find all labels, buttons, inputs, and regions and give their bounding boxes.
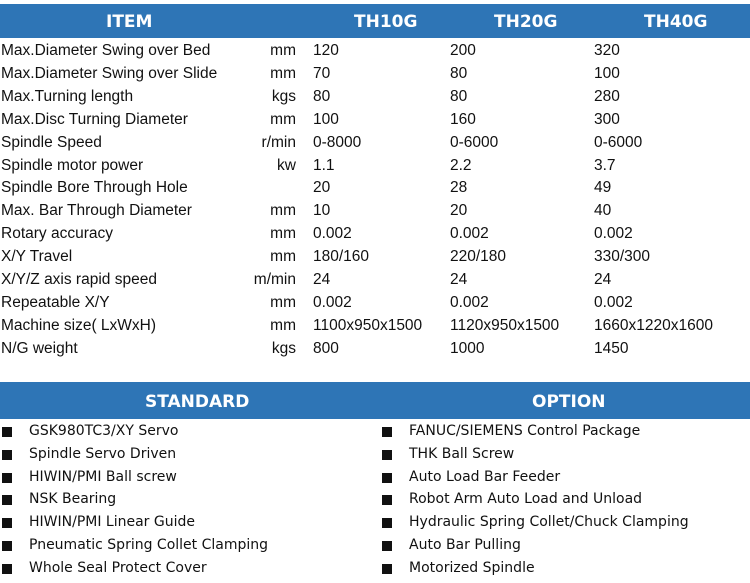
spec-name: Max. Bar Through Diameter — [1, 202, 192, 220]
spec-unit: mm — [270, 248, 296, 266]
standard-title: STANDARD — [145, 392, 250, 412]
spec-unit: kgs — [271, 87, 296, 105]
spec-name: Spindle Speed — [1, 133, 102, 151]
value-th40g: 24 — [594, 271, 612, 288]
value-th40g: 1660x1220x1600 — [594, 316, 713, 334]
option-feature-label: Robot Arm Auto Load and Unload — [409, 491, 643, 508]
spec-name: Rotary accuracy — [1, 225, 113, 243]
square-bullet-icon — [382, 450, 392, 460]
value-th20g: 1000 — [450, 339, 485, 357]
value-th20g: 24 — [450, 271, 468, 288]
value-th10g: 24 — [313, 271, 331, 288]
value-th20g: 220/180 — [450, 248, 507, 266]
value-th10g: 1100x950x1500 — [313, 316, 423, 334]
features-header — [0, 382, 750, 419]
square-bullet-icon — [2, 427, 12, 437]
square-bullet-icon — [2, 541, 12, 551]
value-th40g: 40 — [594, 202, 612, 220]
spec-name: Machine size( LxWxH) — [1, 316, 157, 334]
spec-unit: mm — [270, 110, 296, 128]
spec-unit: m/min — [253, 271, 296, 288]
square-bullet-icon — [382, 564, 392, 574]
spec-row — [0, 109, 750, 132]
option-feature-label: Auto Load Bar Feeder — [409, 468, 561, 485]
spec-table-header — [0, 4, 750, 38]
square-bullet-icon — [382, 427, 392, 437]
spec-unit: mm — [270, 202, 296, 220]
standard-feature-label: HIWIN/PMI Linear Guide — [29, 514, 195, 531]
spec-row — [0, 177, 750, 200]
value-th10g: 1.1 — [313, 156, 335, 174]
spec-row — [0, 315, 750, 338]
value-th10g: 120 — [313, 42, 339, 59]
standard-feature-label: Whole Seal Protect Cover — [29, 559, 207, 576]
spec-unit: mm — [270, 42, 296, 59]
value-th40g: 330/300 — [594, 248, 651, 266]
spec-row — [0, 223, 750, 246]
option-feature-label: THK Ball Screw — [409, 445, 515, 462]
spec-name: X/Y/Z axis rapid speed — [1, 271, 157, 288]
value-th10g: 100 — [313, 110, 339, 128]
square-bullet-icon — [2, 450, 12, 460]
spec-row — [0, 132, 750, 155]
square-bullet-icon — [2, 495, 12, 505]
value-th20g: 200 — [450, 42, 476, 59]
square-bullet-icon — [382, 473, 392, 483]
value-th40g: 3.7 — [594, 156, 616, 174]
value-th20g: 0.002 — [450, 225, 489, 243]
spec-row — [0, 292, 750, 315]
spec-row — [0, 155, 750, 178]
value-th20g: 80 — [450, 87, 468, 105]
value-th20g: 2.2 — [450, 156, 472, 174]
option-feature-label: Hydraulic Spring Collet/Chuck Clamping — [409, 514, 689, 531]
spec-unit: mm — [270, 64, 296, 82]
spec-unit: kw — [277, 156, 296, 174]
spec-name: Spindle Bore Through Hole — [1, 179, 188, 197]
value-th20g: 20 — [450, 202, 468, 220]
value-th40g: 100 — [594, 64, 620, 82]
value-th20g: 28 — [450, 179, 468, 197]
value-th40g: 1450 — [594, 339, 629, 357]
spec-row — [0, 63, 750, 86]
value-th20g: 80 — [450, 64, 468, 82]
value-th40g: 320 — [594, 42, 620, 59]
square-bullet-icon — [382, 495, 392, 505]
value-th10g: 0.002 — [313, 293, 352, 311]
header-th20g: TH20G — [494, 12, 558, 32]
spec-unit: kgs — [271, 339, 296, 357]
value-th40g: 300 — [594, 110, 620, 128]
option-title: OPTION — [532, 392, 606, 412]
header-item: ITEM — [106, 12, 153, 32]
option-feature-label: FANUC/SIEMENS Control Package — [409, 423, 641, 439]
spec-name: Max.Diameter Swing over Slide — [1, 64, 218, 82]
value-th10g: 800 — [313, 339, 339, 357]
value-th20g: 1120x950x1500 — [450, 316, 560, 334]
square-bullet-icon — [382, 541, 392, 551]
value-th40g: 0.002 — [594, 293, 633, 311]
option-feature-label: Motorized Spindle — [409, 559, 535, 576]
value-th40g: 49 — [594, 179, 612, 197]
option-feature-label: Auto Bar Pulling — [409, 537, 521, 553]
spec-name: N/G weight — [1, 339, 78, 357]
standard-feature-label: Spindle Servo Driven — [29, 445, 177, 462]
spec-unit: mm — [270, 225, 296, 243]
standard-feature-label: GSK980TC3/XY Servo — [29, 423, 179, 439]
header-th40g: TH40G — [644, 12, 708, 32]
spec-row — [0, 269, 750, 292]
spec-unit: mm — [270, 293, 296, 311]
spec-name: X/Y Travel — [1, 248, 73, 266]
standard-feature-label: HIWIN/PMI Ball screw — [29, 468, 177, 485]
value-th10g: 20 — [313, 179, 331, 197]
value-th40g: 280 — [594, 87, 620, 105]
standard-feature-label: NSK Bearing — [29, 491, 117, 508]
value-th20g: 0-6000 — [450, 133, 499, 151]
header-th10g: TH10G — [354, 12, 418, 32]
value-th10g: 0-8000 — [313, 133, 362, 151]
value-th20g: 0.002 — [450, 293, 489, 311]
value-th40g: 0.002 — [594, 225, 633, 243]
value-th10g: 180/160 — [313, 248, 370, 266]
value-th10g: 70 — [313, 64, 331, 82]
spec-unit: mm — [270, 316, 296, 334]
spec-name: Repeatable X/Y — [1, 293, 110, 311]
spec-row — [0, 86, 750, 109]
spec-name: Max.Disc Turning Diameter — [1, 110, 188, 128]
spec-name: Max.Diameter Swing over Bed — [1, 42, 211, 59]
square-bullet-icon — [2, 518, 12, 528]
spec-row — [0, 200, 750, 223]
square-bullet-icon — [2, 564, 12, 574]
spec-name: Spindle motor power — [1, 156, 144, 174]
square-bullet-icon — [2, 473, 12, 483]
spec-name: Max.Turning length — [1, 87, 134, 105]
value-th10g: 80 — [313, 87, 331, 105]
value-th40g: 0-6000 — [594, 133, 643, 151]
spec-row — [0, 246, 750, 269]
spec-unit: r/min — [261, 133, 296, 151]
value-th10g: 0.002 — [313, 225, 352, 243]
spec-row — [0, 338, 750, 361]
value-th20g: 160 — [450, 110, 476, 128]
standard-feature-label: Pneumatic Spring Collet Clamping — [29, 537, 269, 553]
value-th10g: 10 — [313, 202, 331, 220]
square-bullet-icon — [382, 518, 392, 528]
spec-row — [0, 40, 750, 63]
